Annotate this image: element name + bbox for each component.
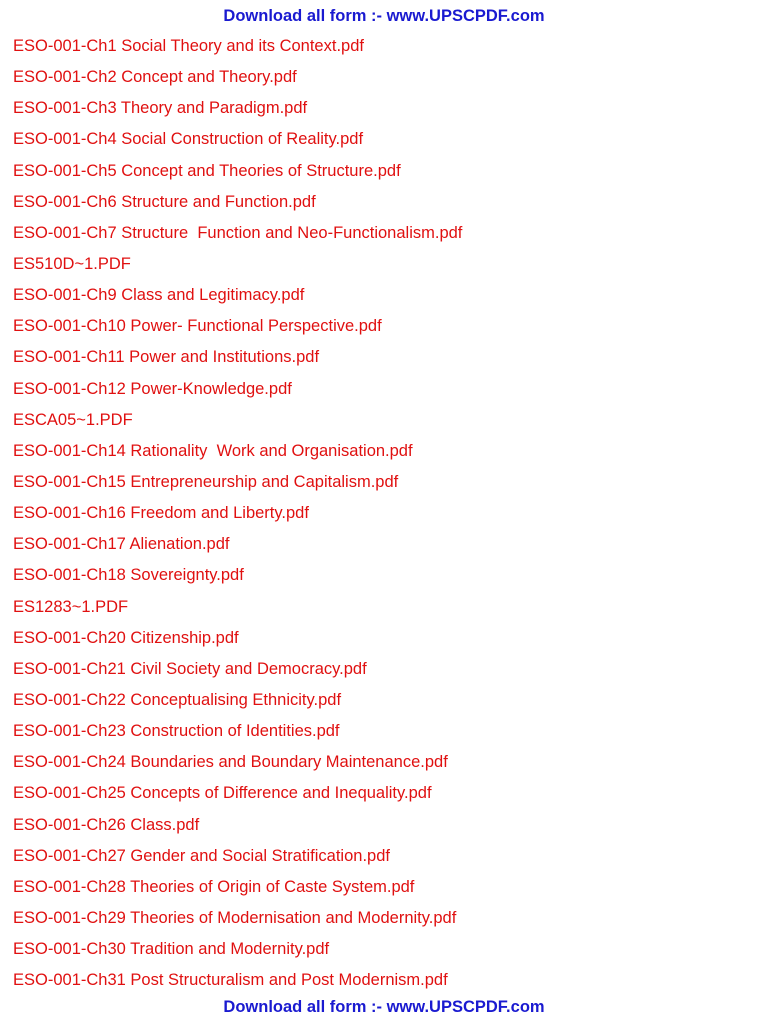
file-link[interactable]: ESCA05~1.PDF — [13, 410, 133, 429]
file-link[interactable]: ESO-001-Ch3 Theory and Paradigm.pdf — [13, 99, 308, 118]
file-link[interactable]: ESO-001-Ch17 Alienation.pdf — [13, 535, 230, 554]
file-link[interactable]: ESO-001-Ch20 Citizenship.pdf — [13, 628, 239, 647]
file-link[interactable]: ESO-001-Ch18 Sovereignty.pdf — [13, 566, 244, 585]
file-link[interactable]: ESO-001-Ch11 Power and Institutions.pdf — [13, 348, 320, 367]
file-link[interactable]: ESO-001-Ch12 Power-Knowledge.pdf — [13, 379, 292, 398]
header-download-banner[interactable]: Download all form :- www.UPSCPDF.com — [223, 7, 545, 25]
file-link[interactable]: ESO-001-Ch28 Theories of Origin of Caste System.pdf — [13, 877, 415, 896]
file-link[interactable]: ESO-001-Ch5 Concept and Theories of Structure.pdf — [13, 161, 401, 180]
file-link[interactable]: ESO-001-Ch2 Concept and Theory.pdf — [13, 68, 297, 87]
file-link[interactable]: ESO-001-Ch26 Class.pdf — [13, 815, 200, 834]
file-link[interactable]: ESO-001-Ch31 Post Structuralism and Post Modernism.pdf — [13, 971, 448, 990]
footer-download-banner[interactable]: Download all form :- www.UPSCPDF.com — [223, 998, 545, 1016]
file-link[interactable]: ES510D~1.PDF — [13, 254, 131, 273]
file-link[interactable]: ESO-001-Ch30 Tradition and Modernity.pdf — [13, 940, 330, 959]
file-link[interactable]: ESO-001-Ch27 Gender and Social Stratification.pdf — [13, 846, 390, 865]
file-link[interactable]: ESO-001-Ch6 Structure and Function.pdf — [13, 192, 316, 211]
file-link[interactable]: ESO-001-Ch14 Rationality Work and Organisation.pdf — [13, 441, 413, 460]
file-link[interactable]: ESO-001-Ch4 Social Construction of Reality.pdf — [13, 130, 364, 149]
file-link[interactable]: ESO-001-Ch25 Concepts of Difference and Inequality.pdf — [13, 784, 432, 803]
file-link[interactable]: ESO-001-Ch21 Civil Society and Democracy.pdf — [13, 659, 367, 678]
file-link[interactable]: ESO-001-Ch23 Construction of Identities.pdf — [13, 722, 340, 741]
file-link[interactable]: ESO-001-Ch24 Boundaries and Boundary Maintenance.pdf — [13, 753, 448, 772]
file-link[interactable]: ESO-001-Ch16 Freedom and Liberty.pdf — [13, 504, 309, 523]
file-link[interactable]: ESO-001-Ch10 Power- Functional Perspective.pdf — [13, 317, 382, 336]
file-list — [13, 33, 462, 998]
file-link[interactable]: ESO-001-Ch29 Theories of Modernisation and Modernity.pdf — [13, 908, 457, 927]
file-link[interactable]: ESO-001-Ch9 Class and Legitimacy.pdf — [13, 286, 305, 305]
file-link[interactable]: ESO-001-Ch22 Conceptualising Ethnicity.pdf — [13, 690, 342, 709]
file-link[interactable]: ESO-001-Ch7 Structure Function and Neo-Functionalism.pdf — [13, 223, 463, 242]
file-link[interactable]: ESO-001-Ch15 Entrepreneurship and Capitalism.pdf — [13, 472, 399, 491]
file-link[interactable]: ESO-001-Ch1 Social Theory and its Context.pdf — [13, 37, 364, 55]
file-link[interactable]: ES1283~1.PDF — [13, 597, 129, 616]
